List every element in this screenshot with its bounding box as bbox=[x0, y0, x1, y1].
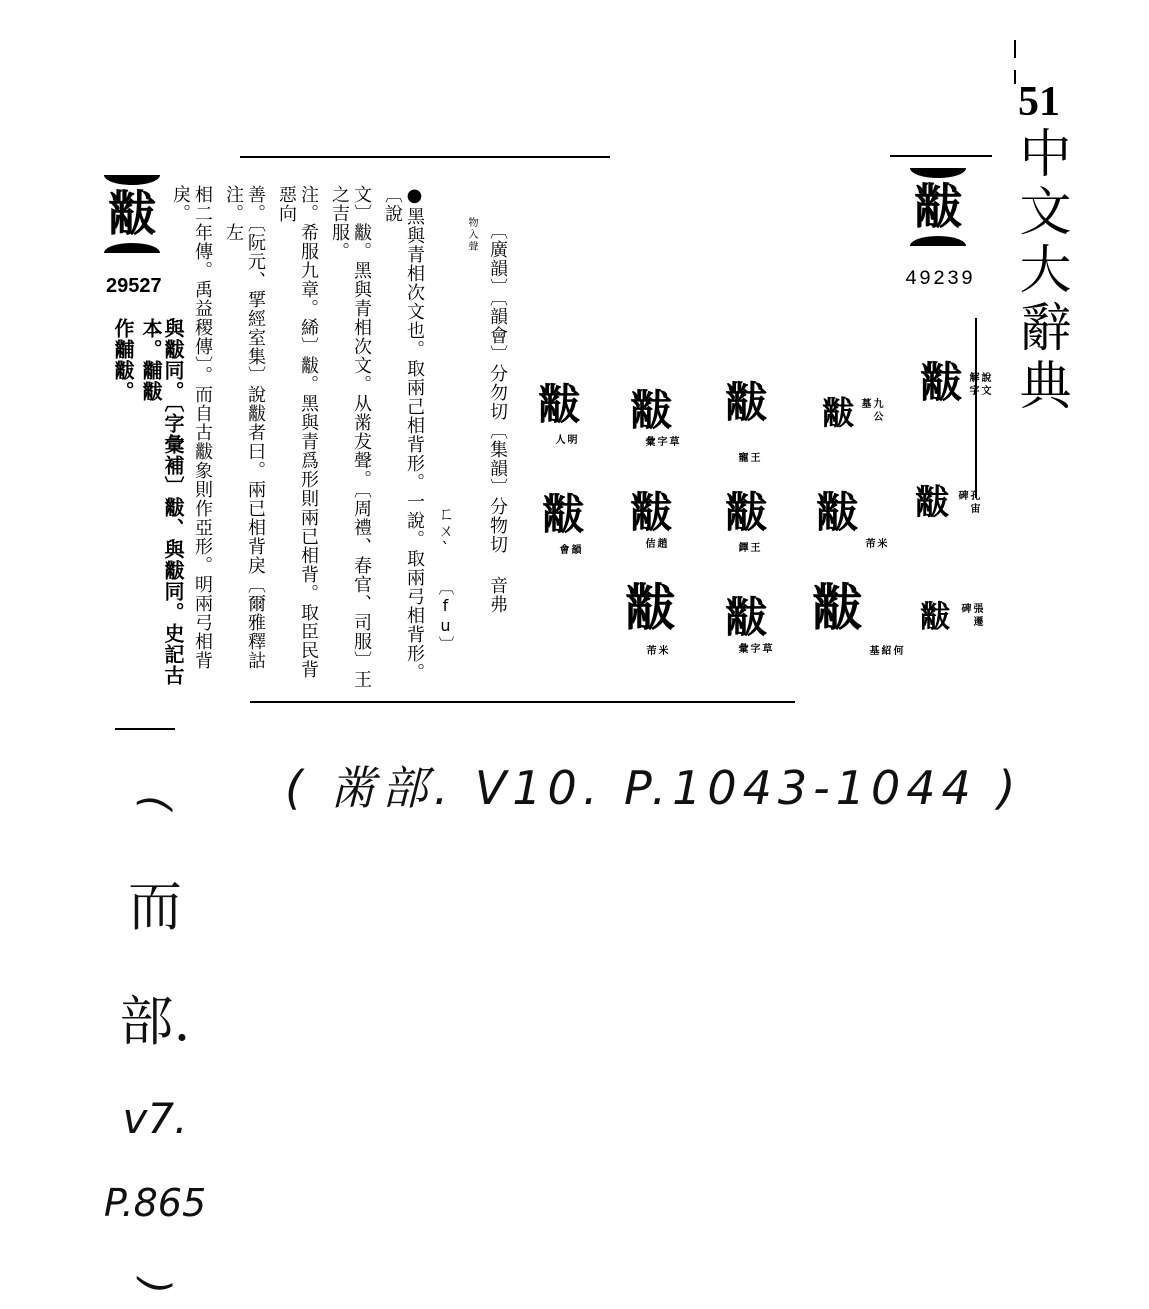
definition-column: 相二年傳。禹益稷傳〕。而自古黻象則作亞形。明兩弓相背戾。 bbox=[170, 185, 213, 670]
form-item bbox=[812, 578, 902, 658]
note-part: ( bbox=[131, 795, 178, 811]
form-char: 黻 bbox=[542, 490, 585, 539]
form-char: 黻 bbox=[630, 386, 673, 435]
form-item bbox=[725, 488, 768, 555]
form-item bbox=[538, 380, 581, 447]
main-entry-head bbox=[910, 168, 966, 246]
form-char: 黻 bbox=[625, 578, 675, 637]
note-part: 而 bbox=[128, 875, 182, 938]
definition-column: 文〕黻。黑與青相次文。从黹犮聲。〔周禮、春官、司服〕王之吉服。 bbox=[329, 185, 372, 689]
note-part: 部. bbox=[119, 990, 191, 1053]
form-label: 王寵 bbox=[736, 452, 759, 465]
side-entry-column: 與黻同。〔字彙補〕黻、與黻同。史記古本。黼黻 bbox=[139, 318, 185, 686]
main-entry-char: 黻 bbox=[913, 179, 962, 235]
side-entry-bottom-rule bbox=[115, 728, 175, 730]
note-part: P.865 bbox=[103, 1181, 207, 1225]
form-label: 九公墓 bbox=[859, 398, 882, 424]
definition-block bbox=[170, 185, 508, 705]
definition-top-rule bbox=[240, 156, 610, 158]
form-item bbox=[816, 488, 886, 551]
form-item bbox=[920, 595, 982, 641]
form-label: 趙佶 bbox=[643, 538, 666, 551]
pronunciation-column: ㄈㄨˋ 〔fu〕 bbox=[436, 505, 455, 653]
definition-column: 注。希服九章。絺〕黻。黑與青爲形則兩已相背。取臣民背惡向 bbox=[276, 185, 319, 679]
form-label: 草字彙 bbox=[643, 436, 678, 449]
bracket-top bbox=[104, 175, 160, 185]
form-label: 明人 bbox=[553, 434, 576, 447]
form-char: 黻 bbox=[538, 380, 581, 429]
form-char: 黻 bbox=[812, 578, 862, 637]
form-char: 黻 bbox=[920, 358, 963, 407]
margin-tick bbox=[1014, 70, 1016, 84]
note-part: ) bbox=[131, 1278, 178, 1294]
side-entry-text bbox=[112, 318, 184, 718]
definition-column: 物入聲 bbox=[466, 217, 477, 253]
form-item bbox=[725, 593, 771, 656]
bracket-bottom bbox=[104, 243, 160, 253]
side-entry-head bbox=[104, 175, 160, 253]
form-char: 黻 bbox=[822, 394, 855, 432]
definition-bottom-rule bbox=[250, 701, 795, 703]
handwritten-note-bottom: ( 黹部. V10. P.1043-1044 ) bbox=[285, 761, 1022, 815]
main-entry-code: 49239 bbox=[905, 268, 976, 291]
forms-divider bbox=[975, 318, 977, 498]
form-item bbox=[915, 480, 979, 526]
definition-column: 善。〔阮元、揅經室集〕說黻者曰。兩已相背戾〔爾雅釋詁注。左 bbox=[223, 185, 266, 670]
form-label: 孔宙碑 bbox=[956, 490, 979, 516]
form-char: 黻 bbox=[816, 488, 859, 537]
definition-column: 〔廣韻〕〔韻會〕分勿切〔集韻〕分物切 音弗 bbox=[487, 221, 508, 614]
form-item bbox=[822, 390, 882, 436]
bracket-bottom bbox=[910, 236, 966, 246]
form-char: 黻 bbox=[725, 378, 768, 427]
forms-area bbox=[530, 358, 990, 700]
form-item bbox=[630, 488, 673, 551]
form-label: 何紹基 bbox=[867, 645, 902, 658]
form-item bbox=[625, 578, 675, 658]
form-char: 黻 bbox=[915, 483, 949, 523]
form-label: 草字彙 bbox=[736, 643, 771, 656]
form-label: 說文解字 bbox=[967, 372, 990, 398]
form-char: 黻 bbox=[630, 488, 673, 537]
form-char: 黻 bbox=[920, 600, 950, 635]
form-label: 米芾 bbox=[863, 538, 886, 551]
margin-tick bbox=[1014, 40, 1016, 58]
bracket-top bbox=[910, 168, 966, 178]
entry-top-rule bbox=[890, 155, 992, 157]
side-entry-char: 黻 bbox=[107, 186, 156, 242]
form-label: 韻會 bbox=[557, 544, 580, 557]
form-label: 米芾 bbox=[644, 645, 667, 658]
note-part: v7. bbox=[122, 1094, 188, 1143]
form-label: 張遷碑 bbox=[959, 603, 982, 629]
form-item bbox=[630, 386, 678, 449]
form-char: 黻 bbox=[725, 488, 768, 537]
form-item bbox=[725, 378, 768, 465]
page-number: 51 bbox=[1018, 79, 1060, 125]
form-item bbox=[542, 490, 585, 557]
form-label: 王鐸 bbox=[736, 542, 759, 555]
form-char: 黻 bbox=[725, 593, 768, 642]
side-entry-column: 作黼黻。 bbox=[111, 318, 135, 402]
book-title: 中文大辭典 bbox=[1010, 126, 1070, 416]
definition-column: ●黑與青相次文也。取兩己相背形。一說。取兩弓相背形。〔說 bbox=[382, 185, 425, 682]
form-item bbox=[920, 358, 990, 407]
side-entry-code: 29527 bbox=[106, 275, 162, 297]
handwritten-note-left bbox=[90, 780, 220, 1309]
